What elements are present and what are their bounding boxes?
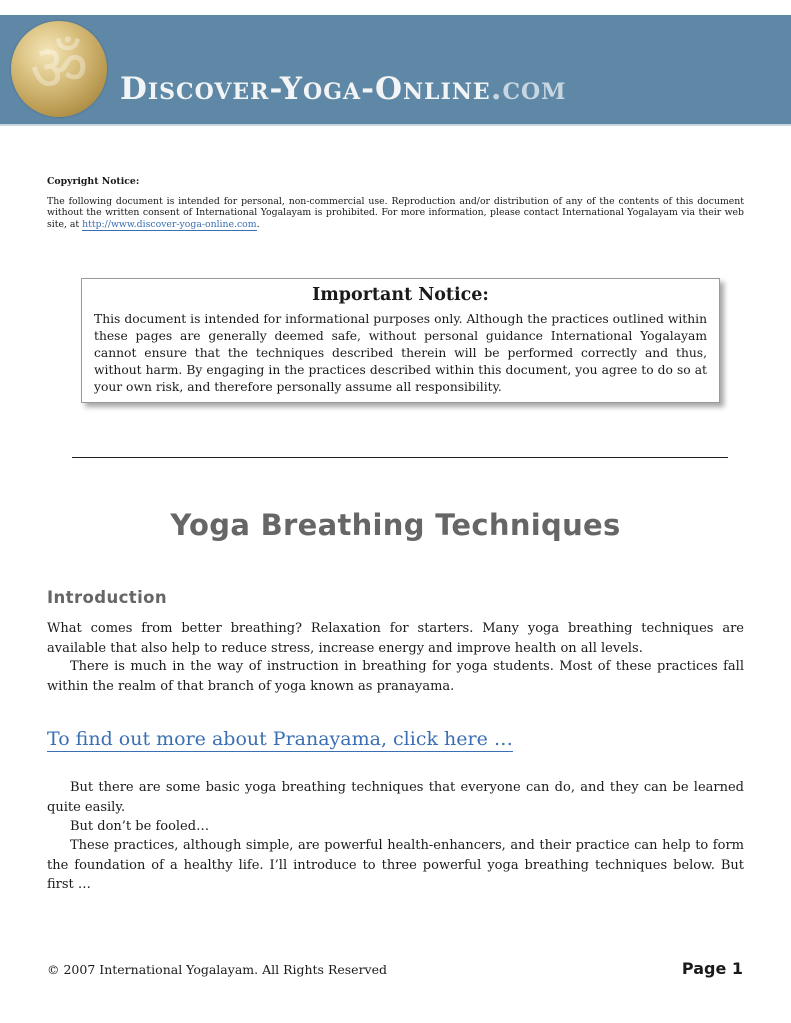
copyright-label: Copyright Notice: [47, 176, 140, 187]
om-logo-icon [11, 21, 107, 117]
important-notice-box [81, 278, 720, 403]
body-paragraph-3: These practices, although simple, are powerful health-enhancers, and their practice can help to form the foundation of a healthy life. I’ll introduce to three powerful yoga breathing techniques below. But first … [47, 838, 744, 892]
copyright-body: The following document is intended for personal, non-commercial use. Reproduction and/or distribution of any of the contents of this document without the written consent of International Yogalayam is prohibited. For more information, please contact International Yogalayam via their web site, at [47, 195, 744, 230]
site-name [120, 71, 567, 107]
copyright-text [47, 196, 744, 231]
important-notice-body: This document is intended for informational purposes only. Although the practices outlined within these pages are generally deemed safe, without personal guidance International Yogalayam cannot ensure that the techniques described therein will be performed correctly and thus, without harm. By engaging in the practices described within this document, you agree to do so at your own risk, and therefore personally assume all responsibility. [94, 312, 707, 394]
intro-paragraph-2: There is much in the way of instruction in breathing for yoga students. Most of these practices fall within the realm of that branch of yoga known as pranayama. [47, 659, 744, 694]
site-name-tld: .com [490, 71, 567, 107]
website-link[interactable]: http://www.discover-yoga-online.com [82, 218, 257, 230]
copyright-end: . [256, 218, 260, 230]
section-heading-introduction: Introduction [47, 588, 168, 607]
footer-copyright: © 2007 International Yogalayam. All Rights Reserved [47, 962, 388, 977]
intro-paragraph-1: What comes from better breathing? Relaxation for starters. Many yoga breathing techniques are available that also help to reduce stress, increase energy and improve health on all levels. [47, 621, 744, 656]
page-number: Page 1 [681, 959, 743, 978]
om-glyph: ॐ [29, 32, 89, 106]
site-name-main: Discover-Yoga-Online [120, 71, 491, 107]
pranayama-link[interactable]: To find out more about Pranayama, click here … [47, 728, 513, 750]
divider-line [72, 457, 728, 458]
page-title: Yoga Breathing Techniques [170, 508, 621, 542]
body-paragraph-1: But there are some basic yoga breathing techniques that everyone can do, and they can be learned quite easily. [47, 780, 744, 815]
copyright-notice [47, 176, 744, 230]
important-notice-title: Important Notice: [312, 285, 489, 305]
header-banner [0, 15, 791, 126]
body-paragraph-2: But don’t be fooled… [70, 819, 210, 834]
